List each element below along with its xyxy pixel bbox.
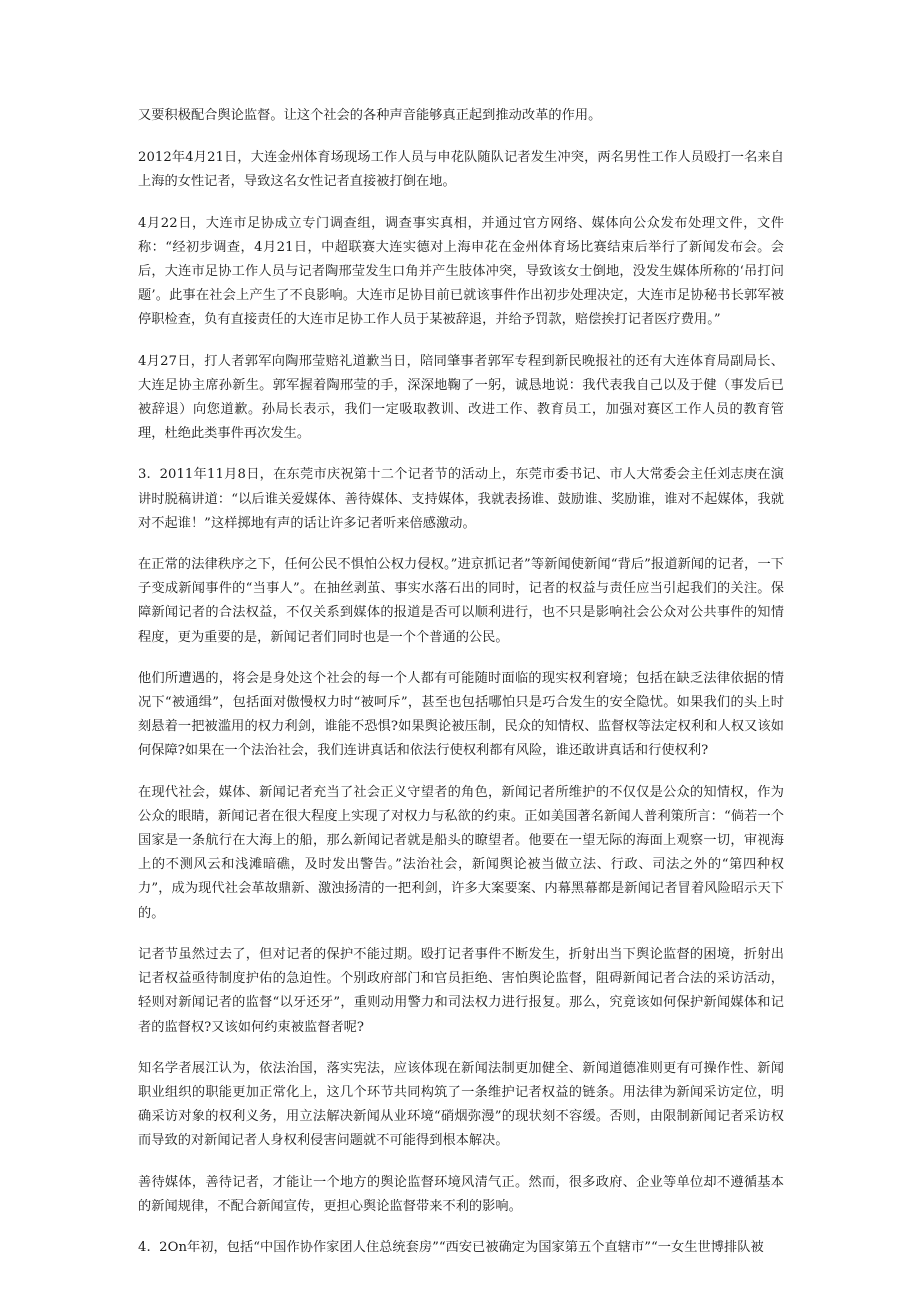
paragraph: 在现代社会，媒体、新闻记者充当了社会正义守望者的角色，新闻记者所维护的不仅仅是公众的知情权，作为公众的眼睛，新闻记者在很大程度上实现了对权力与私欲的约束。正如美国著名新闻人普利策所言：“倘若一个国家是一条航行在大海上的船，那么新闻记者就是船头的瞭望者。他要在一望无际的海面上观察一切，审视海上的不测风云和浅滩暗礁，及时发出警告。”法治社会，新闻舆论被当做立法、行政、司法之外的“第四种权力”，成为现代社会革故鼎新、激浊扬清的一把利剑，许多大案要案、内幕黑幕都是新闻记者冒着风险昭示天下的。	[138, 784, 784, 921]
paragraph: 4. 2On年初，包括“中国作协作家团人住总统套房”“西安已被确定为国家第五个直辖市”“一女生世博排队被	[138, 1239, 764, 1255]
paragraph: 4月27日，打人者郭军向陶邢莹赔礼道歉当日，陪同肇事者郭军专程到新民晚报社的还有大连体育局副局长、大连足协主席孙新生。郭军握着陶邢莹的手，深深地鞠了一躬，诚恳地说：我代表我自己以及于健（事发后已被辞退）向您道歉。孙局长表示，我们一定吸取教训、改进工作、教育员工，加强对赛区工作人员的教育管理，杜绝此类事件再次发生。	[138, 353, 784, 442]
document-page	[138, 104, 784, 1277]
paragraph: 3. 2011年11月8日，在东莞市庆祝第十二个记者节的活动上，东莞市委书记、市人大常委会主任刘志庚在演讲时脱稿讲道：“以后谁关爱媒体、善待媒体、支持媒体，我就表扬谁、鼓励谁、奖励谁，谁对不起媒体，我就对不起谁！”这样掷地有声的话让许多记者听来倍感激动。	[138, 467, 784, 531]
paragraph: 2012年4月21日，大连金州体育场现场工作人员与申花队随队记者发生冲突，两名男性工作人员殴打一名来自上海的女性记者，导致这名女性记者直接被打倒在地。	[138, 150, 784, 190]
paragraph: 知名学者展江认为，依法治国，落实宪法，应该体现在新闻法制更加健全、新闻道德准则更有可操作性、新闻职业组织的职能更加正常化上，这几个环节共同构筑了一条维护记者权益的链条。用法律为新闻采访定位，明确采访对象的权利义务，用立法解决新闻从业环境“硝烟弥漫”的现状刻不容缓。否则，由限制新闻记者采访权而导致的对新闻记者人身权利侵害问题就不可能得到根本解决。	[138, 1060, 784, 1149]
paragraph: 善待媒体，善待记者，才能让一个地方的舆论监督环境风清气正。然而，很多政府、企业等单位却不遵循基本的新闻规律，不配合新闻宣传，更担心舆论监督带来不利的影响。	[138, 1174, 784, 1214]
paragraph: 又要积极配合舆论监督。让这个社会的各种声音能够真正起到推动改革的作用。	[138, 108, 602, 123]
paragraph: 在正常的法律秩序之下，任何公民不惧怕公权力侵权。”进京抓记者”等新闻使新闻“背后”报道新闻的记者，一下子变成新闻事件的“当事人”。在抽丝剥茧、事实水落石出的同时，记者的权益与责任应当引起我们的关注。保障新闻记者的合法权益，不仅关系到媒体的报道是否可以顺利进行，也不只是影响社会公众对公共事件的知情程度，更为重要的是，新闻记者们同时也是一个个普通的公民。	[138, 557, 784, 645]
paragraph: 他们所遭遇的，将会是身处这个社会的每一个人都有可能随时面临的现实权利窘境；包括在缺乏法律依据的情况下“被通缉”，包括面对傲慢权力时“被呵斥”，甚至也包括哪怕只是巧合发生的安全隐忧。如果我们的头上时刻悬着一把被滥用的权力利剑，谁能不恐惧?如果舆论被压制，民众的知情权、监督权等法定权利和人权又该如何保障?如果在一个法治社会，我们连讲真话和依法行使权利都有风险，谁还敢讲真话和行使权利?	[138, 670, 784, 759]
paragraph: 4月22日，大连市足协成立专门调查组，调查事实真相，并通过官方网络、媒体向公众发布处理文件，文件称：“经初步调查，4月21日，中超联赛大连实德对上海申花在金州体育场比赛结束后举行了新闻发布会。会后，大连市足协工作人员与记者陶邢莹发生口角并产生肢体冲突，导致该女士倒地，没发生媒体所称的‘吊打问题’。此事在社会上产生了不良影响。大连市足协目前已就该事件作出初步处理决定，大连市足协秘书长郭军被停职检查，负有直接责任的大连市足协工作人员于某被辞退，并给予罚款，赔偿挨打记者医疗费用。”	[138, 215, 784, 328]
paragraph: 记者节虽然过去了，但对记者的保护不能过期。殴打记者事件不断发生，折射出当下舆论监督的困境，折射出记者权益亟待制度护佑的急迫性。个别政府部门和官员拒绝、害怕舆论监督，阻碍新闻记者合法的采访活动，轻则对新闻记者的监督“以牙还牙”，重则动用警力和司法权力进行报复。那么，究竟该如何保护新闻媒体和记者的监督权?又该如何约束被监督者呢?	[138, 946, 784, 1035]
